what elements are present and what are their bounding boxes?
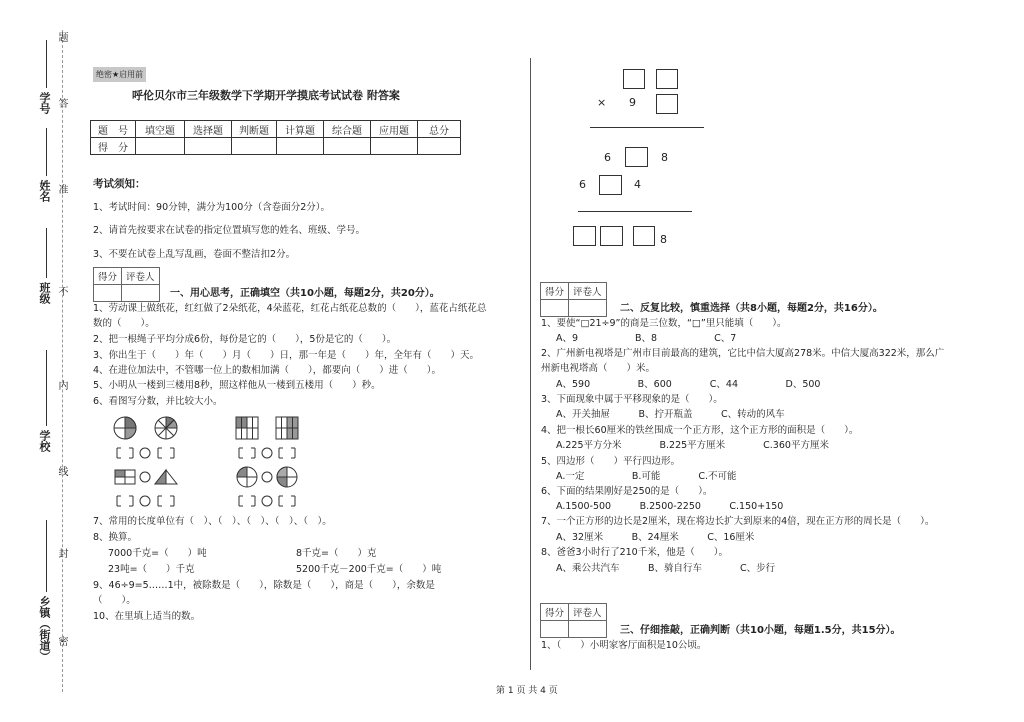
binding-dash-line (62, 30, 63, 692)
score-cell[interactable] (232, 138, 277, 155)
question-line: 7、一个正方形的边长是2厘米，现在将边长扩大到原来的4倍，现在正方形的周长是（ ）。 (541, 516, 935, 527)
scorer-score-label: 得分 (541, 283, 569, 300)
question-line: 4、在进位加法中，不管哪一位上的数相加满（ ），都要向（ ）进（ ）。 (93, 365, 442, 376)
score-cell[interactable] (185, 138, 232, 155)
scorer-score-cell[interactable] (541, 621, 569, 638)
blank-box[interactable] (599, 175, 622, 195)
question-line: 7、常用的长度单位有（ ）、（ ）、（ ）、（ ）、（ ）。 (93, 516, 332, 527)
score-header-cell: 计算题 (277, 121, 324, 138)
scorer-grader-cell[interactable] (569, 621, 607, 638)
digit: 9 (629, 96, 636, 109)
class-line[interactable] (46, 228, 47, 278)
name-line[interactable] (46, 128, 47, 176)
seal-char: 题 (56, 32, 67, 43)
score-header-cell: 应用题 (371, 121, 418, 138)
question-line: 1、（ ）小明家客厅面积是10公顷。 (541, 640, 707, 651)
conversion-item: 5200千克－200千克=（ ）吨 (296, 564, 442, 575)
score-row-label: 得 分 (91, 138, 136, 155)
question-line: 1、劳动课上做纸花，红红做了2朵纸花，4朵蓝花，红花占纸花总数的（ ），蓝花占纸花总 (93, 303, 487, 314)
score-cell[interactable] (418, 138, 461, 155)
score-header-cell: 总分 (418, 121, 461, 138)
student-id-label: 学号 (38, 92, 51, 114)
notice-item: 3、不要在试卷上乱写乱画，卷面不整洁扣2分。 (93, 249, 296, 260)
score-header-cell: 综合题 (324, 121, 371, 138)
notice-item: 2、请首先按要求在试卷的指定位置填写您的姓名、班级、学号。 (93, 225, 366, 236)
blank-box[interactable] (656, 94, 678, 114)
digit: 6 (604, 151, 611, 164)
section2-title: 二、反复比较，慎重选择（共8小题，每题2分，共16分）。 (620, 303, 883, 314)
question-line: 10、在里填上适当的数。 (93, 611, 201, 622)
township-label: 乡镇（街道） (38, 596, 51, 662)
scorer-grader-cell[interactable] (122, 285, 160, 302)
question-line: 6、下面的结果刚好是250的是（ ）。 (541, 486, 713, 497)
question-line: 4、把一根长60厘米的铁丝围成一个正方形，这个正方形的面积是（ ）。 (541, 425, 859, 436)
score-table (90, 120, 461, 155)
section3-title: 三、仔细推敲，正确判断（共10小题，每题1.5分，共15分）。 (620, 625, 901, 636)
digit: 4 (634, 178, 641, 191)
option-line: A、590 B、600 C、44 D、500 (556, 379, 821, 390)
score-cell[interactable] (324, 138, 371, 155)
option-line: A、32厘米 B、24厘米 C、16厘米 (556, 532, 755, 543)
page-title: 呼伦贝尔市三年级数学下学期开学摸底考试试卷 附答案 (132, 89, 400, 102)
question-line: 3、下面现象中属于平移现象的是（ ）。 (541, 394, 723, 405)
score-header-cell: 判断题 (232, 121, 277, 138)
confidential-badge: 绝密★启用前 (93, 67, 146, 82)
score-table-score-row (91, 138, 461, 155)
section1-title: 一、用心思考，正确填空（共10小题，每题2分，共20分）。 (170, 288, 440, 299)
seal-char: 不 (56, 286, 67, 297)
blank-box[interactable] (573, 226, 596, 246)
question-line: （ ）。 (93, 595, 136, 606)
name-label: 姓名 (38, 180, 51, 202)
option-line: A、开关抽屉 B、拧开瓶盖 C、转动的风车 (556, 409, 785, 420)
option-line: A.225平方分米 B.225平方厘米 C.360平方厘米 (556, 440, 829, 451)
question-line: 9、46÷9=5……1中，被除数是（ ），除数是（ ），商是（ ），余数是 (93, 580, 435, 591)
seal-char: 封 (56, 548, 67, 559)
digit: 8 (661, 151, 668, 164)
notice-heading: 考试须知： (93, 178, 146, 190)
scorer-score-cell[interactable] (541, 300, 569, 317)
question-line: 2、广州新电视塔是广州市目前最高的建筑，它比中信大厦高278米。中信大厦高322米，那么广 (541, 348, 945, 359)
seal-char: 线 (56, 466, 67, 477)
score-table-header-row (91, 121, 461, 138)
section3-scorer-box (540, 603, 607, 638)
times-sign: × (597, 96, 607, 109)
score-cell[interactable] (277, 138, 324, 155)
rule-line (578, 211, 692, 212)
option-line: A.1500-500 B.2500-2250 C.150+150 (556, 501, 784, 512)
section1-scorer-box (93, 267, 160, 302)
school-line[interactable] (46, 350, 47, 426)
class-label: 班级 (38, 282, 51, 304)
column-divider (530, 58, 531, 670)
blank-box[interactable] (625, 147, 648, 167)
school-label: 学校 (38, 430, 51, 452)
seal-char: 答 (56, 98, 67, 109)
score-header-cell: 选择题 (185, 121, 232, 138)
notice-item: 1、考试时间：90分钟，满分为100分（含卷面分2分）。 (93, 202, 331, 213)
seal-char: 内 (56, 380, 67, 391)
fraction-figures (108, 412, 308, 514)
seal-char: 准 (56, 184, 67, 195)
question-line: 州新电视塔高（ ）米。 (541, 363, 656, 374)
question-line: 8、换算。 (93, 532, 138, 543)
blank-box[interactable] (623, 69, 645, 89)
conversion-item: 8千克=（ ）克 (296, 548, 377, 559)
score-cell[interactable] (371, 138, 418, 155)
section2-scorer-box (540, 282, 607, 317)
score-header-cell: 填空题 (136, 121, 185, 138)
option-line: A、乘公共汽车 B、骑自行车 C、步行 (556, 563, 776, 574)
score-header-cell: 题 号 (91, 121, 136, 138)
blank-box[interactable] (600, 226, 623, 246)
question-line: 8、爸爸3小时行了210千米，他是（ ）。 (541, 547, 728, 558)
blank-box[interactable] (656, 69, 678, 89)
question-line: 1、要使“□21÷9”的商是三位数，“□”里只能填（ ）。 (541, 318, 787, 329)
question-line: 6、看图写分数，并比较大小。 (93, 396, 223, 407)
scorer-score-label: 得分 (541, 604, 569, 621)
question-line: 3、你出生于（ ）年（ ）月（ ）日，那一年是（ ）年，全年有（ ）天。 (93, 350, 480, 361)
scorer-grader-label: 评卷人 (569, 604, 607, 621)
scorer-score-cell[interactable] (94, 285, 122, 302)
scorer-grader-cell[interactable] (569, 300, 607, 317)
score-cell[interactable] (136, 138, 185, 155)
conversion-item: 23吨=（ ）千克 (108, 564, 195, 575)
digit: 6 (579, 178, 586, 191)
scorer-score-label: 得分 (94, 268, 122, 285)
option-line: A.一定 B.可能 C.不可能 (556, 471, 737, 482)
rule-line (590, 127, 704, 128)
blank-box[interactable] (633, 226, 655, 246)
student-id-line[interactable] (46, 40, 47, 88)
seal-char: 密 (56, 636, 67, 647)
question-line: 2、把一根绳子平均分成6份，每份是它的（ ），5份是它的（ ）。 (93, 334, 397, 345)
digit: 8 (660, 233, 667, 246)
scorer-grader-label: 评卷人 (569, 283, 607, 300)
question-line: 数的（ ）。 (93, 318, 155, 329)
page-footer: 第 1 页 共 4 页 (496, 686, 558, 696)
option-line: A、9 B、8 C、7 (556, 333, 737, 344)
township-line[interactable] (46, 520, 47, 592)
conversion-item: 7000千克=（ ）吨 (108, 548, 207, 559)
question-line: 5、小明从一楼到三楼用8秒，照这样他从一楼到五楼用（ ）秒。 (93, 380, 381, 391)
question-line: 5、四边形（ ）平行四边形。 (541, 456, 681, 467)
scorer-grader-label: 评卷人 (122, 268, 160, 285)
